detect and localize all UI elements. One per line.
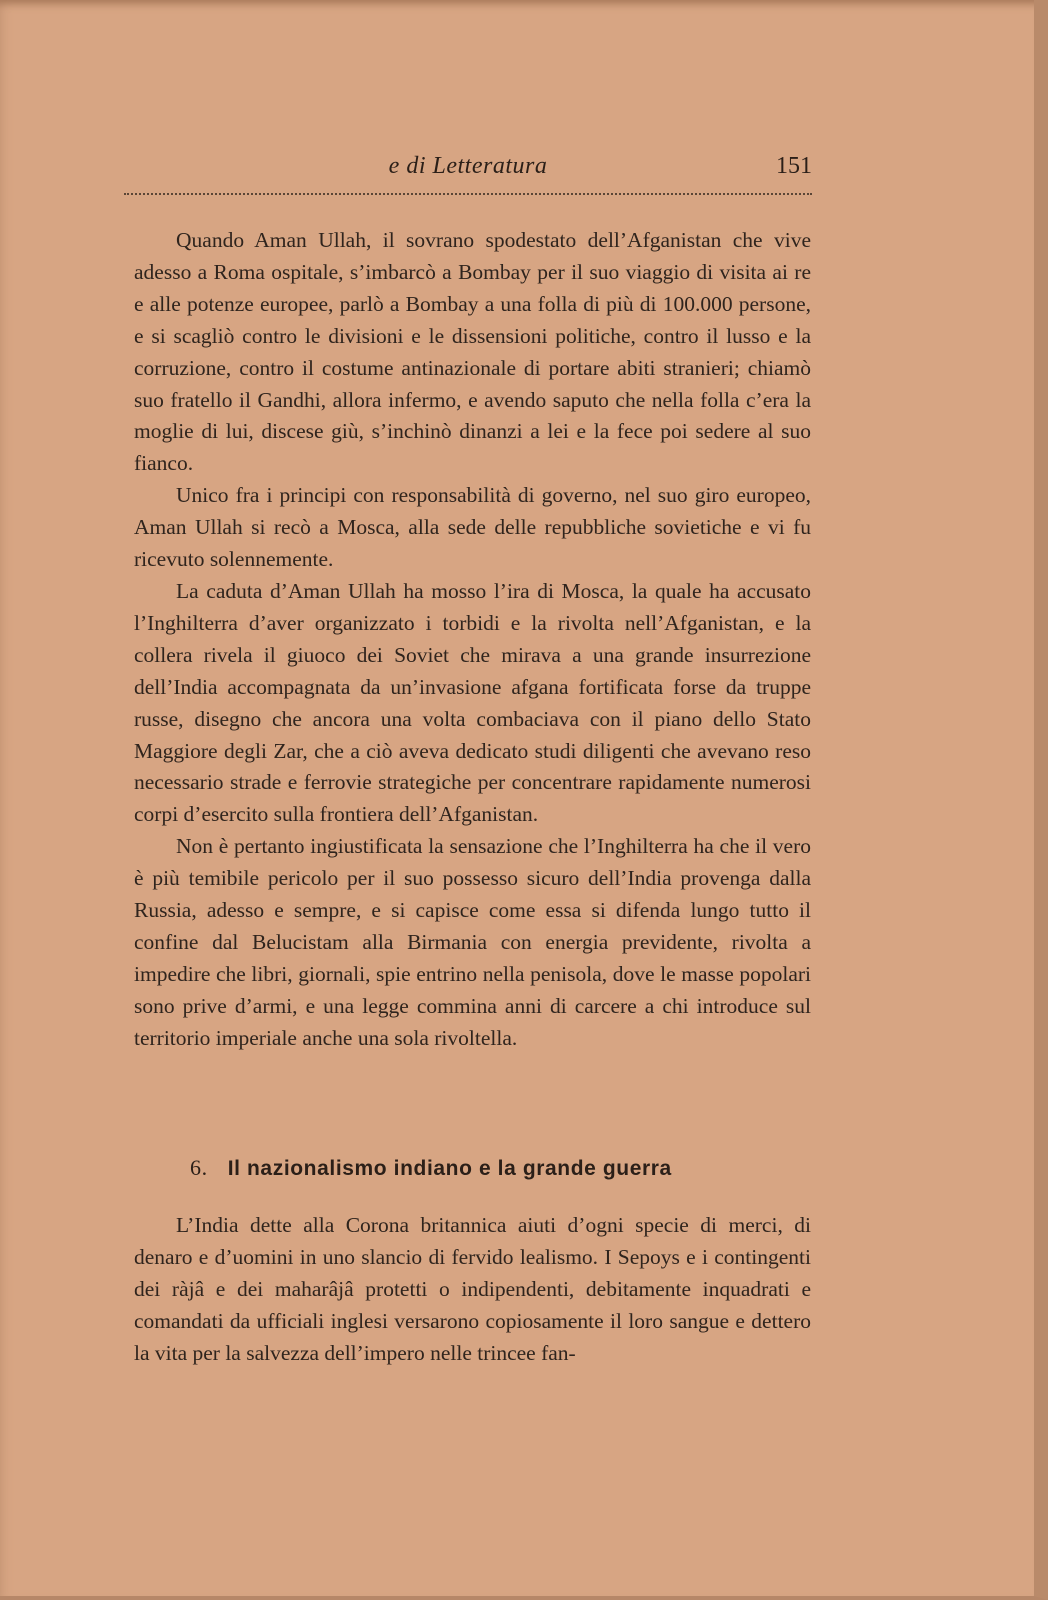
running-title: e di Letteratura	[388, 153, 548, 179]
paragraph: L’India dette alla Corona britannica aiuti d’ogni specie di merci, di denaro e d’uomini in uno slancio di fervido lealismo. I Sepoys e i contingenti dei ràjâ e dei maharâjâ protetti o indipendenti, debitamente inquadrati e comandati da ufficiali inglesi versarono copiosamente il loro sangue e dettero la vita per la salvezza dell’impero nelle trincee fan-	[134, 1213, 811, 1365]
paragraph: La caduta d’Aman Ullah ha mosso l’ira di Mosca, la quale ha accusato l’Inghilterra d’aver organizzato i torbidi e la rivolta nell’Afganistan, e la collera rivela il giuoco dei Soviet che mirava a una grande insurrezione dell’India accompagnata da un’invasione afgana fortificata forse da truppe russe, disegno che ancora una volta combaciava con il piano dello Stato Maggiore degli Zar, che a ciò aveva dedicato studi diligenti che avevano reso necessario strade e ferrovie strategiche per concentrare rapidamente numerosi corpi d’esercito sulla frontiera dell’Afganistan.	[134, 578, 811, 827]
paragraph: Non è pertanto ingiustificata la sensazione che l’Inghilterra ha che il vero è più temibile pericolo per il suo possesso sicuro dell’India provenga dalla Russia, adesso e sempre, e si capisce come essa si difenda lungo tutto il confine dal Belucistam alla Birmania con energia previdente, rivolta a impedire che libri, giornali, spie entrino nella penisola, dove le masse popolari sono prive d’armi, e una legge commina anni di carcere a chi introduce sul territorio imperiale anche una sola rivoltella.	[134, 834, 811, 1050]
section-heading	[190, 1155, 672, 1181]
running-head	[124, 153, 812, 187]
header-dotted-rule	[124, 193, 812, 195]
section-number: 6.	[190, 1155, 208, 1180]
section-title: Il nazionalismo indiano e la grande guerra	[227, 1157, 672, 1180]
section-body-text	[134, 1210, 811, 1370]
paragraph: Unico fra i principi con responsabilità di governo, nel suo giro europeo, Aman Ullah si recò a Mosca, alla sede delle repubbliche sovietiche e vi fu ricevuto solennemente.	[134, 483, 811, 572]
paragraph: Quando Aman Ullah, il sovrano spodestato dell’Afganistan che vive adesso a Roma ospitale, s’imbarcò a Bombay per il suo viaggio di visita ai re e alle potenze europee, parlò a Bombay a una folla di più di 100.000 persone, e si scagliò contro le divisioni e le dissensioni politiche, contro il lusso e la corruzione, contro il costume antinazionale di portare abiti stranieri; chiamò suo fratello il Gandhi, allora infermo, e avendo saputo che nella folla c’era la moglie di lui, discese giù, s’inchinò dinanzi a lei e la fece poi sedere al suo fianco.	[134, 228, 811, 476]
page-number: 151	[776, 153, 812, 179]
body-text	[134, 225, 811, 1055]
